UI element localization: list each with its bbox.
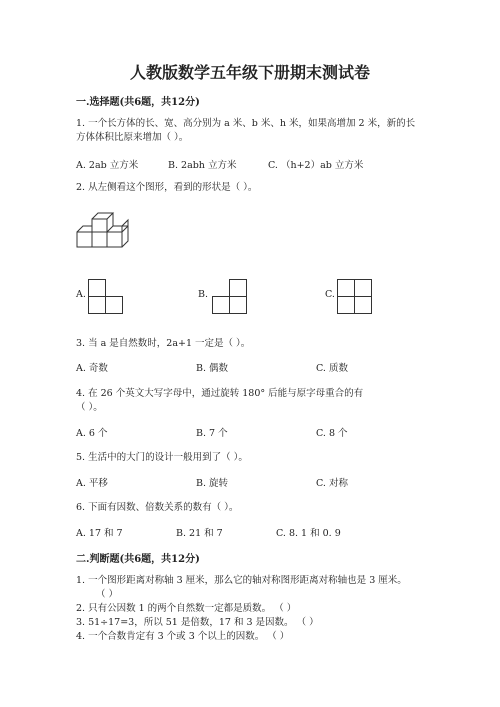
- judgement-item-2: 2. 只有公因数 1 的两个自然数一定都是质数。 （ ）: [76, 603, 297, 614]
- question-1-option-b: B. 2abh 立方米: [168, 160, 237, 171]
- question-1-option-a: A. 2ab 立方米: [76, 160, 139, 171]
- question-1-option-c: C. （h+2）ab 立方米: [268, 160, 364, 171]
- question-5-option-b: B. 旋转: [196, 478, 229, 489]
- question-6-option-b: B. 21 和 7: [176, 528, 223, 539]
- question-2-option-a: A.: [76, 289, 86, 300]
- question-3-option-b: B. 偶数: [196, 363, 229, 374]
- solid-figure: [76, 210, 142, 254]
- question-3-line-1: 3. 当 a 是自然数时，2a+1 一定是（ ）。: [76, 338, 251, 349]
- question-4-line-1: 4. 在 26 个英文大写字母中，通过旋转 180° 后能与原字母重合的有: [76, 388, 364, 399]
- question-4-line-2: （ ）。: [76, 402, 103, 413]
- question-4-option-a: A. 6 个: [76, 428, 108, 439]
- option-b-shape: [212, 279, 248, 315]
- judgement-item-1: 1. 一个图形距离对称轴 3 厘米，那么它的轴对称图形距离对称轴也是 3 厘米。: [76, 575, 407, 586]
- question-6-option-a: A. 17 和 7: [76, 528, 123, 539]
- page-title: 人教版数学五年级下册期末测试卷: [129, 63, 370, 82]
- question-5-option-c: C. 对称: [316, 478, 348, 489]
- judgement-item-3: 3. 51÷17=3，所以 51 是倍数，17 和 3 是因数。 （ ）: [76, 617, 319, 628]
- question-3-option-a: A. 奇数: [76, 363, 108, 374]
- judgement-item-4: 4. 一个合数肯定有 3 个或 3 个以上的因数。 （ ）: [76, 631, 290, 642]
- section-heading-judgement: 二.判断题(共6题，共12分): [76, 554, 200, 565]
- question-6-option-c: C. 8. 1 和 0. 9: [276, 528, 341, 539]
- question-1-line-2: 方体体积比原来增加（ ）。: [76, 132, 189, 143]
- question-3-option-c: C. 质数: [316, 363, 348, 374]
- question-6-line-1: 6. 下面有因数、倍数关系的数有（ ）。: [76, 502, 239, 513]
- question-2-line-1: 2. 从左侧看这个图形，看到的形状是（ ）。: [76, 182, 258, 193]
- section-heading-choice: 一.选择题(共6题，共12分): [76, 97, 200, 108]
- option-c-shape: [337, 279, 373, 315]
- option-a-shape: [88, 279, 124, 315]
- question-5-option-a: A. 平移: [76, 478, 108, 489]
- question-2-option-b: B.: [198, 289, 209, 300]
- question-2-option-c: C.: [325, 289, 335, 300]
- question-4-option-c: C. 8 个: [316, 428, 348, 439]
- question-1-line-1: 1. 一个长方体的长、宽、高分别为 a 米、b 米、h 米，如果高增加 2 米，新的长: [76, 118, 416, 129]
- question-4-option-b: B. 7 个: [196, 428, 228, 439]
- judgement-item-1-bracket: （ ）: [96, 589, 119, 600]
- question-5-line-1: 5. 生活中的大门的设计一般用到了（ ）。: [76, 452, 248, 463]
